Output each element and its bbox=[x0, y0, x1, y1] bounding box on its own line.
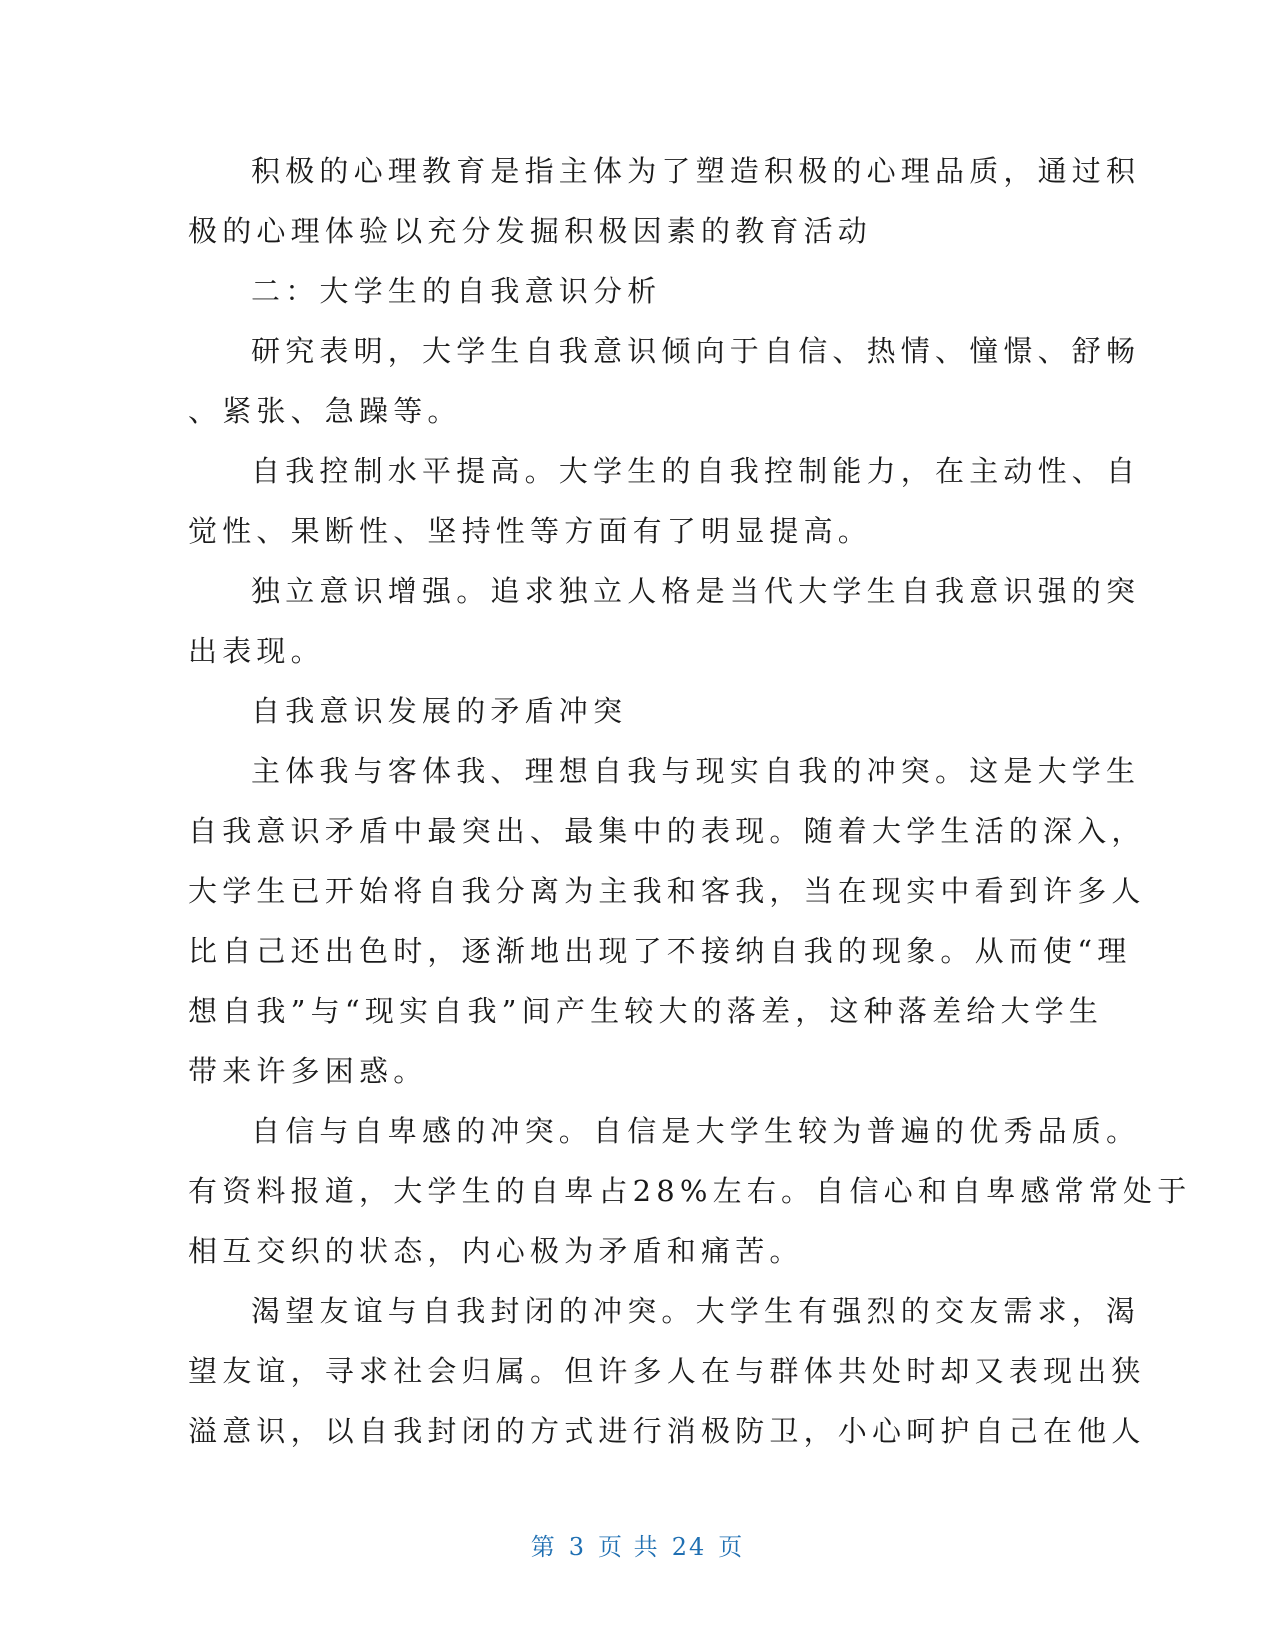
text-line: 自我意识发展的矛盾冲突 bbox=[251, 694, 628, 728]
text-line: 相互交织的状态，内心极为矛盾和痛苦。 bbox=[188, 1234, 804, 1268]
text-line: 极的心理体验以充分发掘积极因素的教育活动 bbox=[188, 214, 873, 248]
footer-suffix: 页 bbox=[718, 1533, 745, 1561]
text-line: 想自我”与“现实自我”间产生较大的落差，这种落差给大学生 bbox=[188, 994, 1104, 1028]
text-line: 自我控制水平提高。大学生的自我控制能力，在主动性、自 bbox=[251, 454, 1141, 488]
text-line: 望友谊，寻求社会归属。但许多人在与群体共处时却又表现出狭 bbox=[188, 1354, 1146, 1388]
text-line: 自信与自卑感的冲突。自信是大学生较为普遍的优秀品质。 bbox=[251, 1114, 1141, 1148]
text-line: 有资料报道，大学生的自卑占28%左右。自信心和自卑感常常处于 bbox=[188, 1174, 1192, 1208]
text-line: 自我意识矛盾中最突出、最集中的表现。随着大学生活的深入， bbox=[188, 814, 1146, 848]
page-body bbox=[188, 141, 1192, 1461]
footer-current-page: 3 bbox=[568, 1533, 587, 1561]
text-line: 主体我与客体我、理想自我与现实自我的冲突。这是大学生 bbox=[251, 754, 1141, 788]
text-line: 研究表明，大学生自我意识倾向于自信、热情、憧憬、舒畅 bbox=[251, 334, 1141, 368]
footer-prefix: 第 bbox=[530, 1533, 557, 1561]
footer-middle: 页 共 bbox=[598, 1533, 660, 1561]
text-line: 渴望友谊与自我封闭的冲突。大学生有强烈的交友需求，渴 bbox=[251, 1294, 1141, 1328]
footer-total-pages: 24 bbox=[671, 1533, 707, 1561]
text-line: 带来许多困惑。 bbox=[188, 1054, 428, 1088]
text-line: 、紧张、急躁等。 bbox=[188, 394, 462, 428]
text-line: 出表现。 bbox=[188, 634, 325, 668]
text-line: 比自己还出色时，逐渐地出现了不接纳自我的现象。从而使“理 bbox=[188, 934, 1132, 968]
text-line: 积极的心理教育是指主体为了塑造积极的心理品质，通过积 bbox=[251, 154, 1141, 188]
text-line: 二：大学生的自我意识分析 bbox=[251, 274, 662, 308]
text-line: 溢意识，以自我封闭的方式进行消极防卫，小心呵护自己在他人 bbox=[188, 1414, 1146, 1448]
text-line: 独立意识增强。追求独立人格是当代大学生自我意识强的突 bbox=[251, 574, 1141, 608]
text-line: 大学生已开始将自我分离为主我和客我，当在现实中看到许多人 bbox=[188, 874, 1146, 908]
text-line: 觉性、果断性、坚持性等方面有了明显提高。 bbox=[188, 514, 873, 548]
page-footer bbox=[0, 1527, 1275, 1562]
